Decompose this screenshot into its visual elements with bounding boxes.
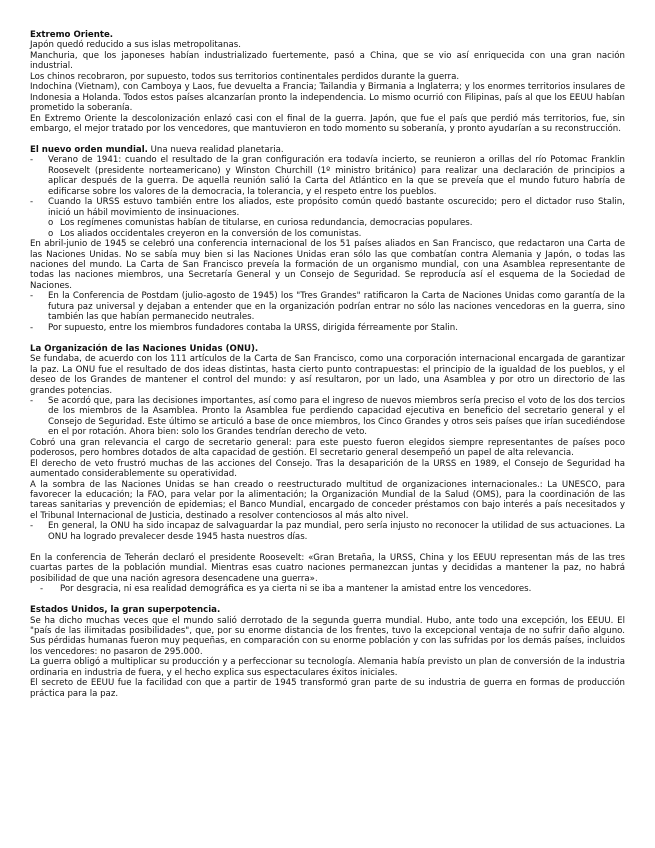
section-extremo-oriente bbox=[30, 30, 625, 135]
list-item: - Por supuesto, entre los miembros fundadores contaba la URSS, dirigida férreamente por Stalin. bbox=[30, 323, 625, 333]
paragraph: La guerra obligó a multiplicar su producción y a perfeccionar su tecnología. Alemania había previsto un plan de conversión de la industria ordinaria en industria de fuera, y el hecho explica sus espectaculares éxitos iniciales. bbox=[30, 657, 625, 678]
section-nuevo-orden bbox=[30, 145, 625, 333]
heading-title: El nuevo orden mundial. bbox=[30, 145, 148, 156]
list-item: - Verano de 1941: cuando el resultado de la gran configuración era todavía incierto, se reunieron a orillas del río Potomac Franklin Roosevelt (presidente norteamericano) y Winston Churchill (1º ministro británico) para realizar una declaración de principios a aplicar después de la guerra. De aquella reunión salió la Carta del Atlántico en la que se preveía que el mundo futuro habría de edificarse sobre los valores de la democracia, la tolerancia, y el respeto entre los pueblos. bbox=[30, 155, 625, 197]
paragraph: Manchuria, que los japoneses habían industrializado fuertemente, pasó a China, que se vio así enriquecida con una gran nación industrial. bbox=[30, 50, 625, 72]
list-item: - Se acordó que, para las decisiones importantes, así como para el ingreso de nuevos miembros sería preciso el voto de los dos tercios de los miembros de la Asamblea. Pronto la Asamblea fue perdiendo capacidad ejecutiva en beneficio del secretario general y el Consejo de Seguridad. Este último se articuló a base de once miembros, los Cinco Grandes y otros seis países que irían sucediéndose en el por rotación. Ahora bien: solo los Grandes tendrían derecho de veto. bbox=[30, 396, 625, 438]
bullet-list bbox=[30, 584, 625, 594]
paragraph: El secreto de EEUU fue la facilidad con que a partir de 1945 transformó gran parte de su industria de guerra en formas de producción práctica para la paz. bbox=[30, 678, 625, 699]
section-onu bbox=[30, 344, 625, 595]
list-item: - Por desgracia, ni esa realidad demográfica es ya cierta ni se iba a mantener la amistad entre los vencedores. bbox=[30, 584, 625, 594]
paragraph: Indochina (Vietnam), con Camboya y Laos, fue devuelta a Francia; Tailandia y Birmania a Inglaterra; y los enormes territorios insulares de Indonesia a Holanda. Todos estos países alcanzarían pronto la independencia. Lo mismo ocurrió con Filipinas, país al que los EEUU habían prometido la soberanía. bbox=[30, 82, 625, 114]
list-item: - En general, la ONU ha sido incapaz de salvaguardar la paz mundial, pero sería injusto no reconocer la utilidad de sus actuaciones. La ONU ha logrado prevalecer desde 1945 hasta nuestros días. bbox=[30, 521, 625, 542]
bullet-list bbox=[30, 155, 625, 218]
paragraph: Japón quedó reducido a sus islas metropolitanas. bbox=[30, 40, 241, 51]
paragraph: Se ha dicho muchas veces que el mundo salió derrotado de la segunda guerra mundial. Hubo, ante todo una excepción, los EEUU. El "país de las ilimitadas posibilidades", que, por su enorme distancia de los frentes, tuvo la excepcional ventaja de no sufrir daño alguno. Sus pérdidas humanas fueron muy pequeñas, en comparación con su enorme población y con las sufridas por los demás países, incluidos los vencedores: no pasaron de 295.000. bbox=[30, 615, 625, 657]
section-heading: Estados Unidos, la gran superpotencia. bbox=[30, 605, 221, 616]
section-estados-unidos bbox=[30, 605, 625, 699]
list-item: o Los aliados occidentales creyeron en la conversión de los comunistas. bbox=[30, 229, 625, 239]
bullet-list bbox=[30, 291, 625, 333]
paragraph: En Extremo Oriente la descolonización enlazó casi con el final de la guerra. Japón, que fue el país que perdió más territorios, fue, sin embargo, el mejor tratado por los vencedores, que mantuvieron en todo momento su soberanía, y pronto ayudarían a su reconstrucción. bbox=[30, 113, 625, 135]
list-item: o Los regímenes comunistas habían de titularse, en curiosa redundancia, democracias populares. bbox=[30, 218, 625, 228]
section-heading bbox=[30, 145, 625, 155]
paragraph: Los chinos recobraron, por supuesto, todos sus territorios continentales perdidos durante la guerra. bbox=[30, 71, 460, 82]
bullet-list bbox=[30, 396, 625, 438]
bullet-list bbox=[30, 521, 625, 542]
heading-subtitle: Una nueva realidad planetaria. bbox=[147, 145, 284, 156]
paragraph: En la conferencia de Teherán declaró el presidente Roosevelt: «Gran Bretaña, la URSS, China y los EEUU representan más de las tres cuartas partes de la población mundial. Mientras esas cuatro naciones permanezcan juntas y decididas a mantener la paz, no habrá posibilidad de que una nación agresora desencadene una guerra». bbox=[30, 552, 625, 584]
section-heading: La Organización de las Naciones Unidas (ONU). bbox=[30, 343, 259, 354]
section-heading: Extremo Oriente. bbox=[30, 30, 114, 40]
paragraph: En abril-junio de 1945 se celebró una conferencia internacional de los 51 países aliados en San Francisco, que redactaron una Carta de las Naciones Unidas. No se sabía muy bien si las Naciones Unidas eran sólo las que combatían contra Alemania y Japón, o todas las naciones del mundo. La Carta de San Francisco preveía la formación de un organismo mundial, con una Asamblea representante de todas las naciones miembros, una Secretaría General y un Consejo de Seguridad. Se reproducía así el esquema de la Sociedad de Naciones. bbox=[30, 239, 625, 291]
paragraph: A la sombra de las Naciones Unidas se han creado o reestructurado multitud de organizaciones internacionales.: La UNESCO, para favorecer la educación; la FAO, para velar por la alimentación; la Organización Mundial de la Salud (OMS), para la coordinación de las tareas sanitarias y prevención de epidemias; el Banco Mundial, encargado de conceder préstamos con bajo interés a país necesitados y el Tribunal Internacional de Justicia, destinado a resolver contenciosos al más alto nivel. bbox=[30, 479, 625, 521]
paragraph: El derecho de veto frustró muchas de las acciones del Consejo. Tras la desaparición de la URSS en 1989, el Consejo de Seguridad ha aumentado considerablemente su operatividad. bbox=[30, 458, 625, 480]
paragraph: Cobró una gran relevancia el cargo de secretario general: para este puesto fueron elegidos siempre representantes de países poco poderosos, pero hombres dotados de alta capacidad de gestión. El secretario general desempeñó un papel de alta relevancia. bbox=[30, 437, 625, 459]
paragraph: Se fundaba, de acuerdo con los 111 artículos de la Carta de San Francisco, como una corporación internacional encargada de garantizar la paz. La ONU fue el resultado de dos ideas distintas, hasta cierto punto contrapuestas: el principio de la igualdad de los pueblos, y el deseo de los Grandes de mantener el control del mundo: y así resultaron, por un lado, una Asamblea y por otro un directorio de las grandes potencias. bbox=[30, 354, 625, 396]
sub-bullet-list bbox=[30, 218, 625, 239]
list-item: - Cuando la URSS estuvo también entre los aliados, este propósito común quedó bastante oscurecido; pero el dictador ruso Stalin, inició un hábil movimiento de insinuaciones. bbox=[30, 197, 625, 218]
list-item: - En la Conferencia de Postdam (julio-agosto de 1945) los "Tres Grandes" ratificaron la Carta de Naciones Unidas como garantía de la futura paz universal y dejaban a entender que en la organización podrían entrar no sólo las naciones vencedoras en la guerra, sino también las que habían permanecido neutrales. bbox=[30, 291, 625, 322]
